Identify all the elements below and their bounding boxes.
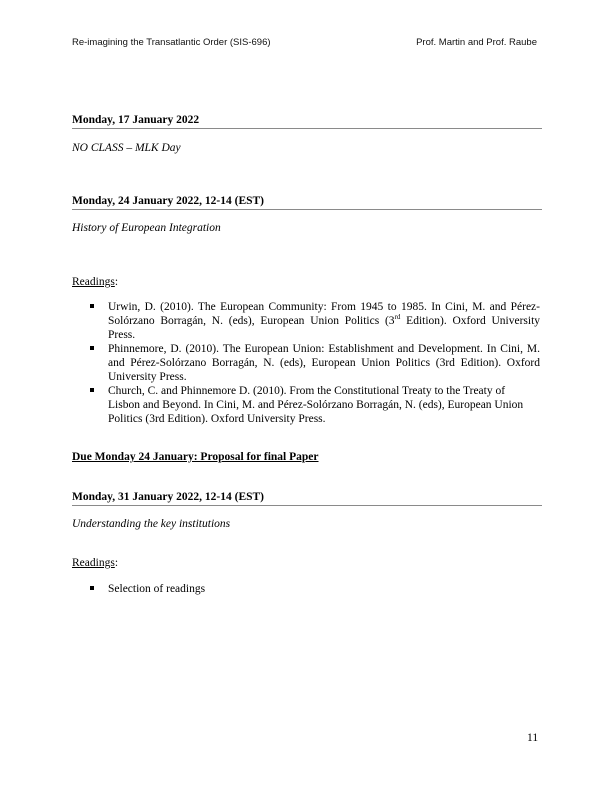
session-heading-jan-31: Monday, 31 January 2022, 12-14 (EST): [72, 490, 542, 506]
running-header-instructors: Prof. Martin and Prof. Raube: [416, 37, 537, 48]
due-notice-proposal: Due Monday 24 January: Proposal for final Paper: [72, 451, 319, 463]
readings-label-jan-24: Readings:: [72, 276, 119, 288]
square-bullet-icon: [90, 586, 94, 590]
reading-list-jan-31: [88, 582, 540, 596]
list-item: [88, 582, 540, 596]
square-bullet-icon: [90, 304, 94, 308]
session-note-no-class: NO CLASS – MLK Day: [72, 142, 181, 154]
session-heading-jan-24: Monday, 24 January 2022, 12-14 (EST): [72, 194, 542, 210]
reading-citation-urwin: Urwin, D. (2010). The European Community: From 1945 to 1985. In Cini, M. and Pérez-Solórzano Borragán, N. (eds), European Union Politics (3rd Edition). Oxford University Press.: [108, 301, 541, 341]
square-bullet-icon: [90, 388, 94, 392]
list-item: [88, 342, 540, 384]
page-number: 11: [527, 732, 539, 744]
reading-citation-phinnemore: Phinnemore, D. (2010). The European Union: Establishment and Development. In Cini, M. and Pérez-Solórzano Borragán, N. (eds), European Union Politics (3rd Edition). Oxford University Press.: [108, 343, 540, 383]
square-bullet-icon: [90, 346, 94, 350]
list-item: [88, 300, 540, 342]
reading-list-jan-24: [88, 300, 540, 426]
reading-citation-church: Church, C. and Phinnemore D. (2010). From the Constitutional Treaty to the Treaty of Lisbon and Beyond. In Cini, M. and Pérez-Solórzano Borragán, N. (eds), European Union Politics (3rd Edition). Oxford University Press.: [108, 385, 524, 425]
session-heading-jan-17: Monday, 17 January 2022: [72, 113, 542, 129]
session-topic-history: History of European Integration: [72, 222, 221, 234]
session-topic-institutions: Understanding the key institutions: [72, 518, 231, 530]
reading-selection: Selection of readings: [108, 583, 206, 595]
running-header-course-title: Re-imagining the Transatlantic Order (SIS-696): [72, 37, 271, 48]
list-item: [88, 384, 540, 426]
readings-label-jan-31: Readings:: [72, 557, 119, 569]
